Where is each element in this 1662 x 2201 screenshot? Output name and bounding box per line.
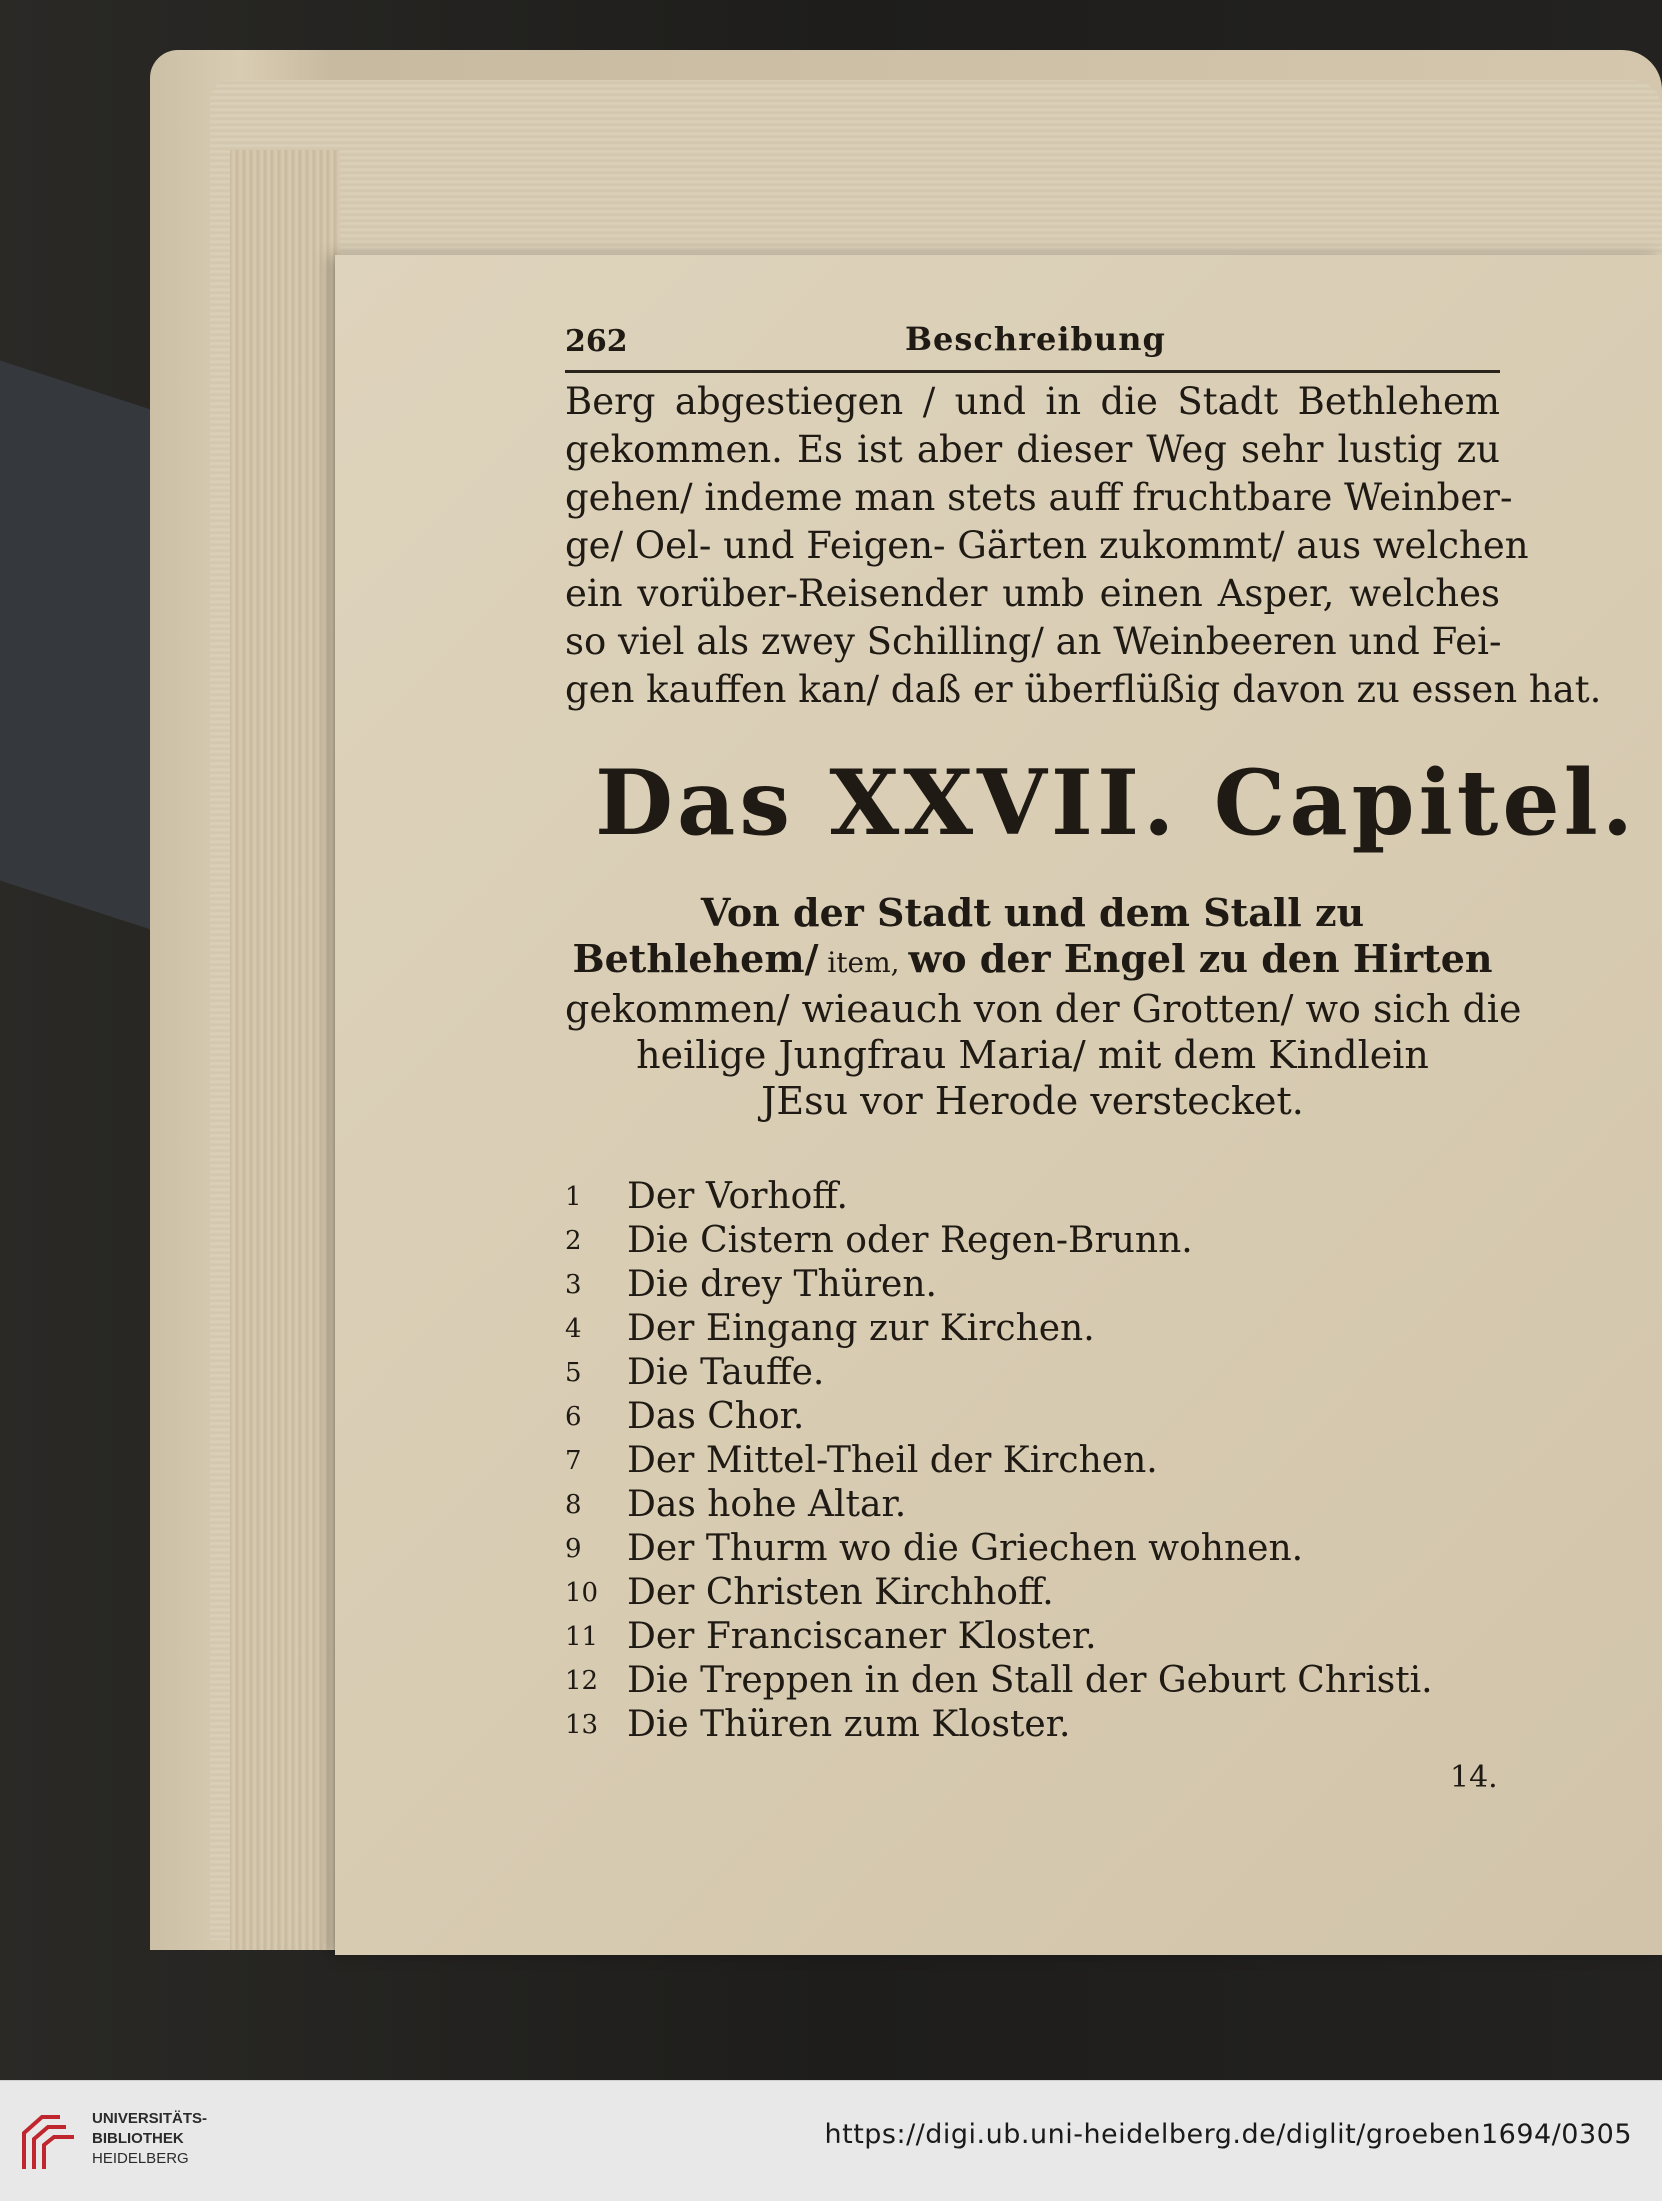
legend-text: Der Vorhoff.	[627, 1176, 848, 1217]
subtitle-line: Von der Stadt und dem Stall zu	[700, 890, 1365, 935]
permalink-url[interactable]: https://digi.ub.uni-heidelberg.de/diglit/groeben1694/0305	[824, 2119, 1632, 2150]
legend-number: 5	[565, 1358, 582, 1388]
subtitle-bold: Bethlehem/	[572, 936, 819, 981]
legend-number: 4	[565, 1314, 582, 1344]
legend-text: Die Treppen in den Stall der Geburt Christi.	[627, 1660, 1433, 1701]
legend-item	[565, 1219, 1500, 1263]
legend-text: Die Tauffe.	[627, 1352, 825, 1393]
body-line: gekommen. Es ist aber dieser Weg sehr lustig zu	[565, 428, 1500, 471]
legend-item	[565, 1351, 1500, 1395]
dark-flap	[0, 348, 160, 933]
legend-number: 6	[565, 1402, 582, 1432]
viewer-footer	[0, 2080, 1662, 2201]
legend-item	[565, 1615, 1500, 1659]
legend-item	[565, 1307, 1500, 1351]
legend-number: 3	[565, 1270, 582, 1300]
legend-item	[565, 1263, 1500, 1307]
body-line: Berg abgestiegen / und in die Stadt Bethlehem	[565, 380, 1500, 423]
legend-item	[565, 1483, 1500, 1527]
library-name-line: HEIDELBERG	[92, 2150, 189, 2167]
legend-item	[565, 1571, 1500, 1615]
legend-number: 12	[565, 1666, 599, 1696]
running-title: Beschreibung	[905, 320, 1166, 358]
body-line: so viel als zwey Schilling/ an Weinbeeren und Fei-	[565, 620, 1502, 663]
legend-number: 11	[565, 1622, 599, 1652]
legend-text: Der Franciscaner Kloster.	[627, 1616, 1097, 1657]
legend-item	[565, 1175, 1500, 1219]
library-name[interactable]	[92, 2109, 207, 2169]
legend-text: Das hohe Altar.	[627, 1484, 907, 1525]
legend-item	[565, 1439, 1500, 1483]
legend-text: Die drey Thüren.	[627, 1264, 937, 1305]
legend-number: 8	[565, 1490, 582, 1520]
subtitle-line	[565, 936, 1500, 986]
library-name-line: UNIVERSITÄTS-	[92, 2110, 208, 2127]
legend-number: 2	[565, 1226, 582, 1256]
subtitle-line: heilige Jungfrau Maria/ mit dem Kindlein	[636, 1033, 1429, 1077]
legend-text: Der Eingang zur Kirchen.	[627, 1308, 1095, 1349]
legend-item	[565, 1703, 1500, 1747]
body-line: ein vorüber-Reisender umb einen Asper, welches	[565, 572, 1500, 615]
body-line: ge/ Oel- und Feigen- Gärten zukommt/ aus welchen	[565, 524, 1529, 567]
legend-text: Die Cistern oder Regen-Brunn.	[627, 1220, 1193, 1261]
running-head	[565, 320, 1500, 360]
subtitle-line: JEsu vor Herode verstecket.	[761, 1079, 1304, 1123]
catchword: 14.	[1450, 1760, 1498, 1795]
legend-number: 10	[565, 1578, 599, 1608]
legend-item	[565, 1659, 1500, 1703]
page-stack-side	[230, 150, 340, 1950]
legend-item	[565, 1527, 1500, 1571]
body-paragraph	[565, 378, 1602, 714]
head-rule	[565, 370, 1500, 373]
legend-number: 7	[565, 1446, 582, 1476]
library-name-line: BIBLIOTHEK	[92, 2130, 184, 2147]
page-number: 262	[565, 324, 628, 359]
legend-number: 1	[565, 1182, 582, 1212]
legend-item	[565, 1395, 1500, 1439]
library-logo-icon[interactable]	[20, 2111, 78, 2173]
body-line: gen kauffen kan/ daß er überflüßig davon zu essen hat.	[565, 668, 1602, 711]
subtitle-bold: wo der Engel zu den Hirten	[908, 936, 1493, 981]
body-line: gehen/ indeme man stets auff fruchtbare Weinber-	[565, 476, 1513, 519]
legend-text: Der Mittel-Theil der Kirchen.	[627, 1440, 1158, 1481]
subtitle-line: gekommen/ wieauch von der Grotten/ wo sich die	[565, 987, 1522, 1031]
legend-number: 9	[565, 1534, 582, 1564]
legend-text: Das Chor.	[627, 1396, 805, 1437]
chapter-subtitle	[565, 890, 1522, 1124]
chapter-heading: Das XXVII. Capitel.	[595, 750, 1638, 856]
subtitle-item: item,	[818, 946, 909, 979]
legend-number: 13	[565, 1710, 599, 1740]
legend-text: Der Thurm wo die Griechen wohnen.	[627, 1528, 1304, 1569]
legend-text: Der Christen Kirchhoff.	[627, 1572, 1054, 1613]
legend-text: Die Thüren zum Kloster.	[627, 1704, 1071, 1745]
legend-list	[565, 1175, 1500, 1747]
